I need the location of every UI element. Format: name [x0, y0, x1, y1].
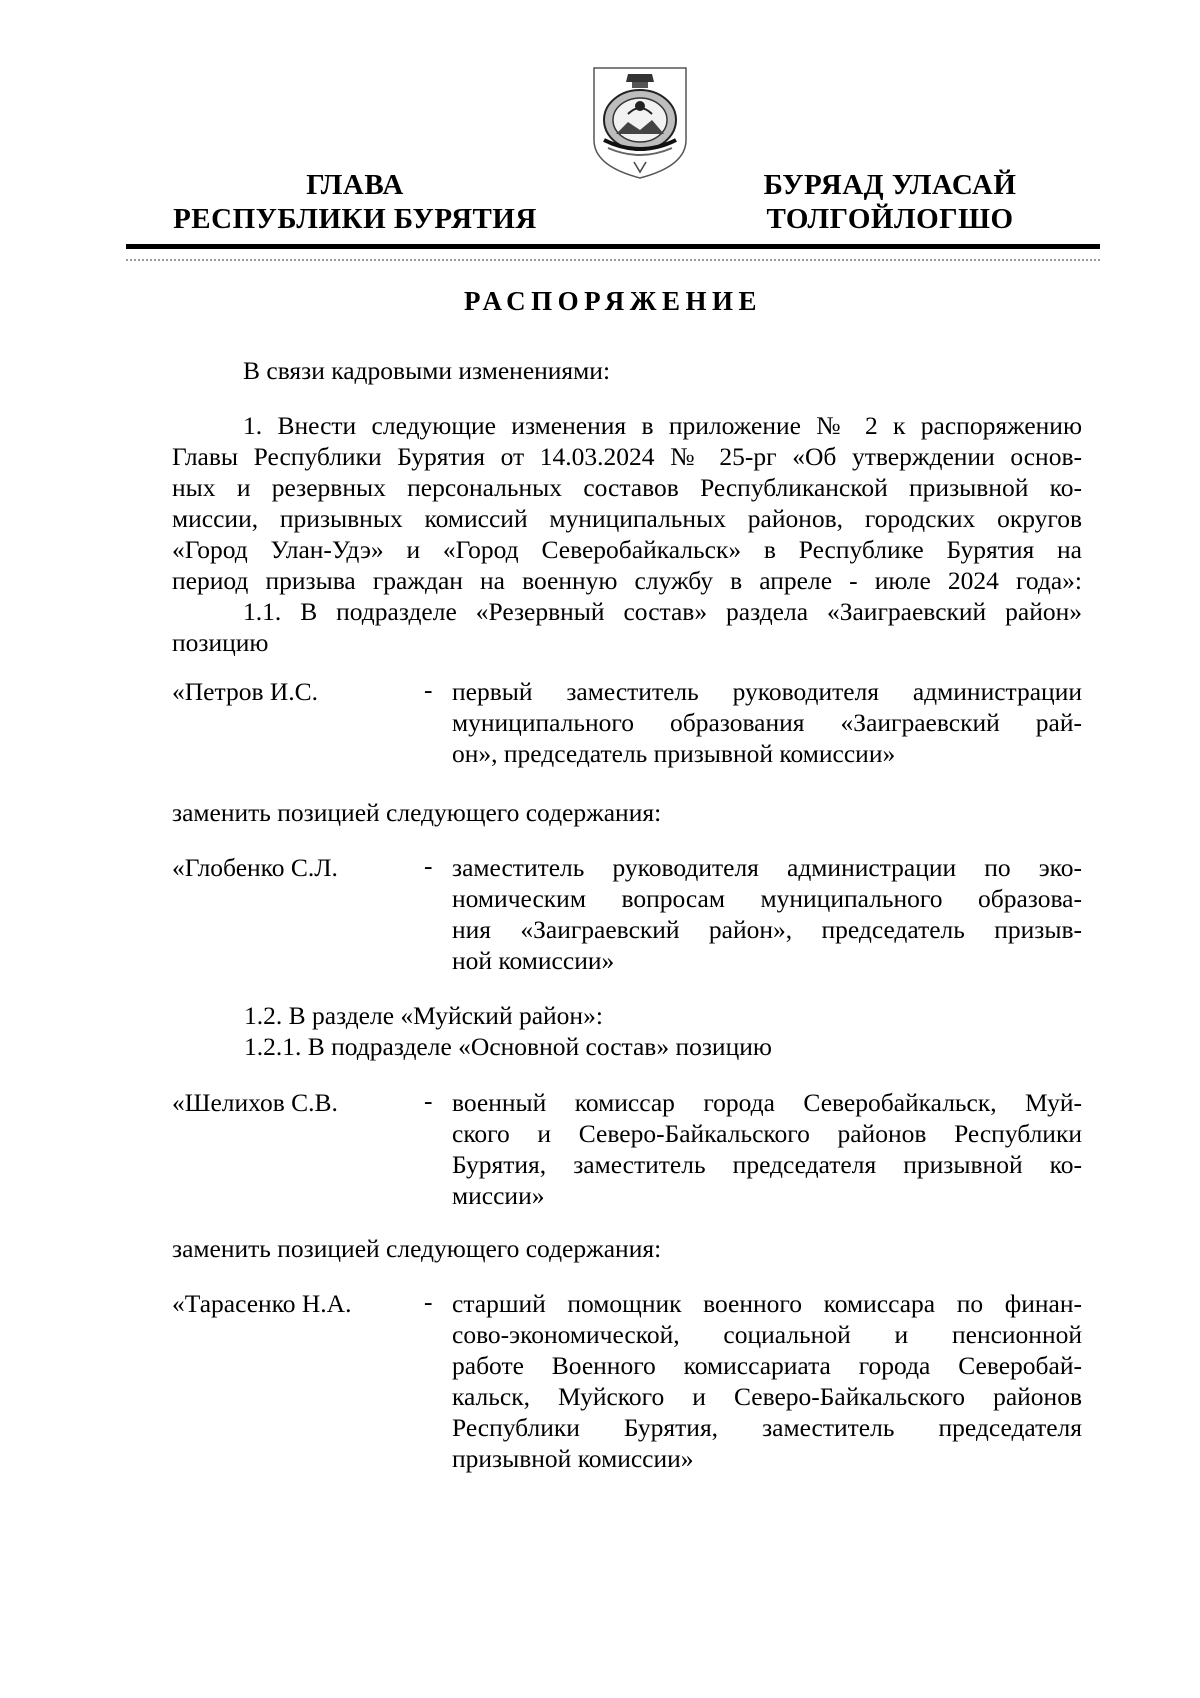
header-divider-thick: [126, 244, 1100, 249]
entry-description-line: первый заместитель руководителя администрации: [452, 677, 1082, 706]
entry-name: «Шелихов С.В.: [172, 1088, 338, 1117]
entry-description-line: Бурятия, заместитель председателя призывной ко-: [452, 1150, 1082, 1179]
intro-text: В связи кадровыми изменениями:: [243, 356, 611, 385]
header-left-line1: ГЛАВА: [306, 169, 404, 201]
entry-description-line: кальск, Муйского и Северо-Байкальского районов: [452, 1382, 1082, 1411]
item-1-line: миссии, призывных комиссий муниципальных районов, городских округов: [172, 504, 1082, 533]
replace-phrase-1: заменить позицией следующего содержания:: [172, 798, 662, 827]
entry-description-line: ния «Заиграевский район», председатель призыв-: [452, 915, 1082, 944]
item-1-1-line: позицию: [172, 628, 269, 657]
item-1-line: период призыва граждан на военную службу в апреле - июле 2024 года»:: [172, 566, 1082, 595]
item-1-line: ных и резервных персональных составов Республиканской призывной ко-: [172, 473, 1082, 502]
entry-description-line: он», председатель призывной комиссии»: [452, 739, 896, 768]
entry-description: [452, 676, 1082, 769]
item-1-paragraph: [172, 410, 1082, 658]
document-title: РАСПОРЯЖЕНИЕ: [463, 286, 763, 316]
header-divider-thin: [126, 259, 1100, 261]
header-right-line2: ТОЛГОЙЛОГШО: [766, 203, 1014, 235]
header-left-line2: РЕСПУБЛИКИ БУРЯТИЯ: [173, 203, 537, 235]
replace-phrase-2: заменить позицией следующего содержания:: [172, 1234, 662, 1263]
item-1-2-1: 1.2.1. В подразделе «Основной состав» позицию: [244, 1032, 772, 1061]
header-right-line1: БУРЯАД УЛАСАЙ: [763, 169, 1017, 201]
item-1-line: 1. Внести следующие изменения в приложение № 2 к распоряжению: [243, 411, 1082, 440]
header-left: [155, 168, 555, 236]
item-1-2: 1.2. В разделе «Муйский район»:: [244, 1001, 603, 1030]
entry-description: [452, 852, 1082, 976]
entry-description: [452, 1087, 1082, 1211]
entry-name: «Тарасенко Н.А.: [172, 1289, 352, 1318]
entry-name: «Петров И.С.: [172, 677, 319, 706]
entry-dash: -: [424, 675, 433, 704]
entry-dash: -: [424, 1086, 433, 1115]
entry-description-line: призывной комиссии»: [452, 1444, 694, 1473]
entry-description: [452, 1288, 1082, 1474]
item-1-line: «Город Улан-Удэ» и «Город Северобайкальск» в Республике Бурятия на: [172, 535, 1082, 564]
item-1-line: Главы Республики Бурятия от 14.03.2024 № 25-рг «Об утверждении основ-: [172, 442, 1082, 471]
coat-of-arms-emblem: [588, 62, 692, 182]
entry-description-line: старший помощник военного комиссара по финан-: [452, 1289, 1082, 1318]
item-1-lines: [172, 410, 1082, 658]
entry-description-line: Республики Бурятия, заместитель председателя: [452, 1413, 1082, 1442]
entry-description-line: заместитель руководителя администрации по эко-: [452, 853, 1082, 882]
entry-description-line: муниципального образования «Заиграевский рай-: [452, 708, 1082, 737]
entry-description-line: военный комиссар города Северобайкальск, Муй-: [452, 1088, 1082, 1117]
entry-name: «Глобенко С.Л.: [172, 853, 338, 882]
entry-dash: -: [424, 1287, 433, 1316]
entry-dash: -: [424, 851, 433, 880]
entry-description-line: сово-экономической, социальной и пенсионной: [452, 1320, 1082, 1349]
item-1-1-line: 1.1. В подразделе «Резервный состав» раздела «Заиграевский район»: [243, 597, 1082, 626]
entry-description-line: работе Военного комиссариата города Северобай-: [452, 1351, 1082, 1380]
entry-description-line: миссии»: [452, 1181, 545, 1210]
entry-description-line: ной комиссии»: [452, 946, 615, 975]
entry-description-line: ского и Северо-Байкальского районов Республики: [452, 1119, 1082, 1148]
intro-paragraph: [172, 355, 1082, 386]
entry-description-line: номическим вопросам муниципального образова-: [452, 884, 1082, 913]
header-right: [740, 168, 1040, 236]
